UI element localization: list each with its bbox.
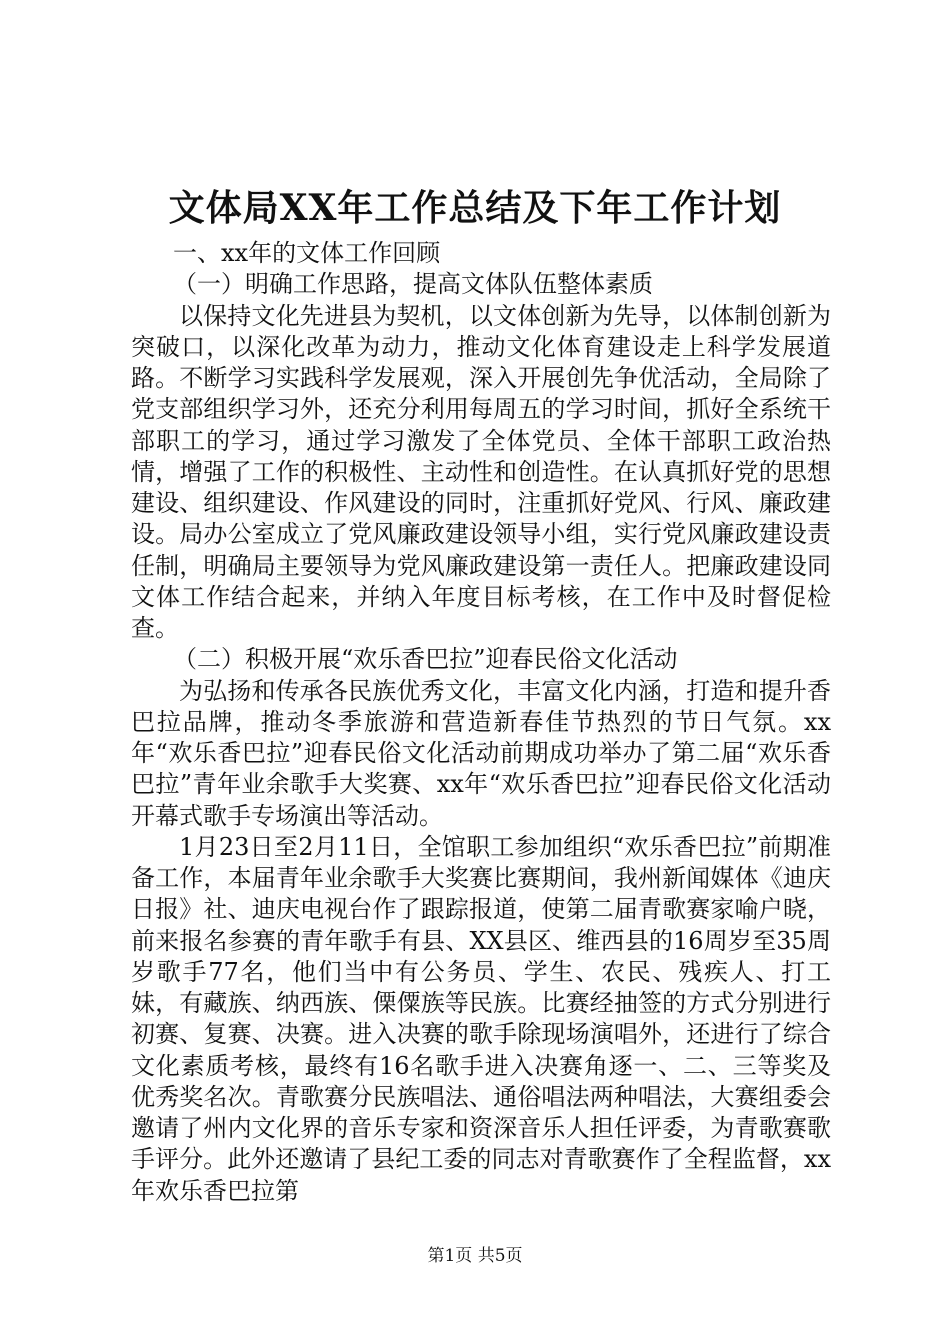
paragraph-1: 以保持文化先进县为契机，以文体创新为先导，以体制创新为突破口，以深化改革为动力，推动文化体育建设走上科学发展道路。不断学习实践科学发展观，深入开展创先争优活动，全局除了党支部组织学习外，还充分利用每周五的学习时间，抓好全系统干部职工的学习，通过学习激发了全体党员、全体干部职工政治热情，增强了工作的积极性、主动性和创造性。在认真抓好党的思想建设、组织建设、作风建设的同时，注重抓好党风、行风、廉政建设。局办公室成立了党风廉政建设领导小组，实行党风廉政建设责任制，明确局主要领导为党风廉政建设第一责任人。把廉政建设同文体工作结合起来，并纳入年度目标考核，在工作中及时督促检查。: [131, 301, 831, 642]
page-footer: 第1页 共5页: [427, 1246, 523, 1266]
paragraph-3: 1月23日至2月11日，全馆职工参加组织“欢乐香巴拉”前期准备工作，本届青年业余歌手大奖赛比赛期间，我州新闻媒体《迪庆日报》社、迪庆电视台作了跟踪报道，使第二届青歌赛家喻户晓，前来报名参赛的青年歌手有县、XX县区、维西县的16周岁至35周岁歌手77名，他们当中有公务员、学生、农民、残疾人、打工妹，有藏族、纳西族、傈僳族等民族。比赛经抽签的方式分别进行初赛、复赛、决赛。进入决赛的歌手除现场演唱外，还进行了综合文化素质考核，最终有16名歌手进入决赛角逐一、二、三等奖及优秀奖名次。青歌赛分民族唱法、通俗唱法两种唱法，大赛组委会邀请了州内文化界的音乐专家和资深音乐人担任评委，为青歌赛歌手评分。此外还邀请了县纪工委的同志对青歌赛作了全程监督，xx年欢乐香巴拉第: [131, 832, 831, 1205]
section-heading-review: 一、xx年的文体工作回顾: [173, 239, 441, 267]
subsection-heading-1: （一）明确工作思路，提高文体队伍整体素质: [173, 270, 653, 299]
document-body: [131, 238, 831, 1207]
document-title: 文体局XX年工作总结及下年工作计划: [168, 187, 782, 229]
paragraph-2: 为弘扬和传承各民族优秀文化，丰富文化内涵，打造和提升香巴拉品牌，推动冬季旅游和营造新春佳节热烈的节日气氛。xx年“欢乐香巴拉”迎春民俗文化活动前期成功举办了第二届“欢乐香巴拉”青年业余歌手大奖赛、xx年“欢乐香巴拉”迎春民俗文化活动开幕式歌手专场演出等活动。: [131, 676, 831, 830]
subsection-heading-2: （二）积极开展“欢乐香巴拉”迎春民俗文化活动: [173, 645, 678, 674]
